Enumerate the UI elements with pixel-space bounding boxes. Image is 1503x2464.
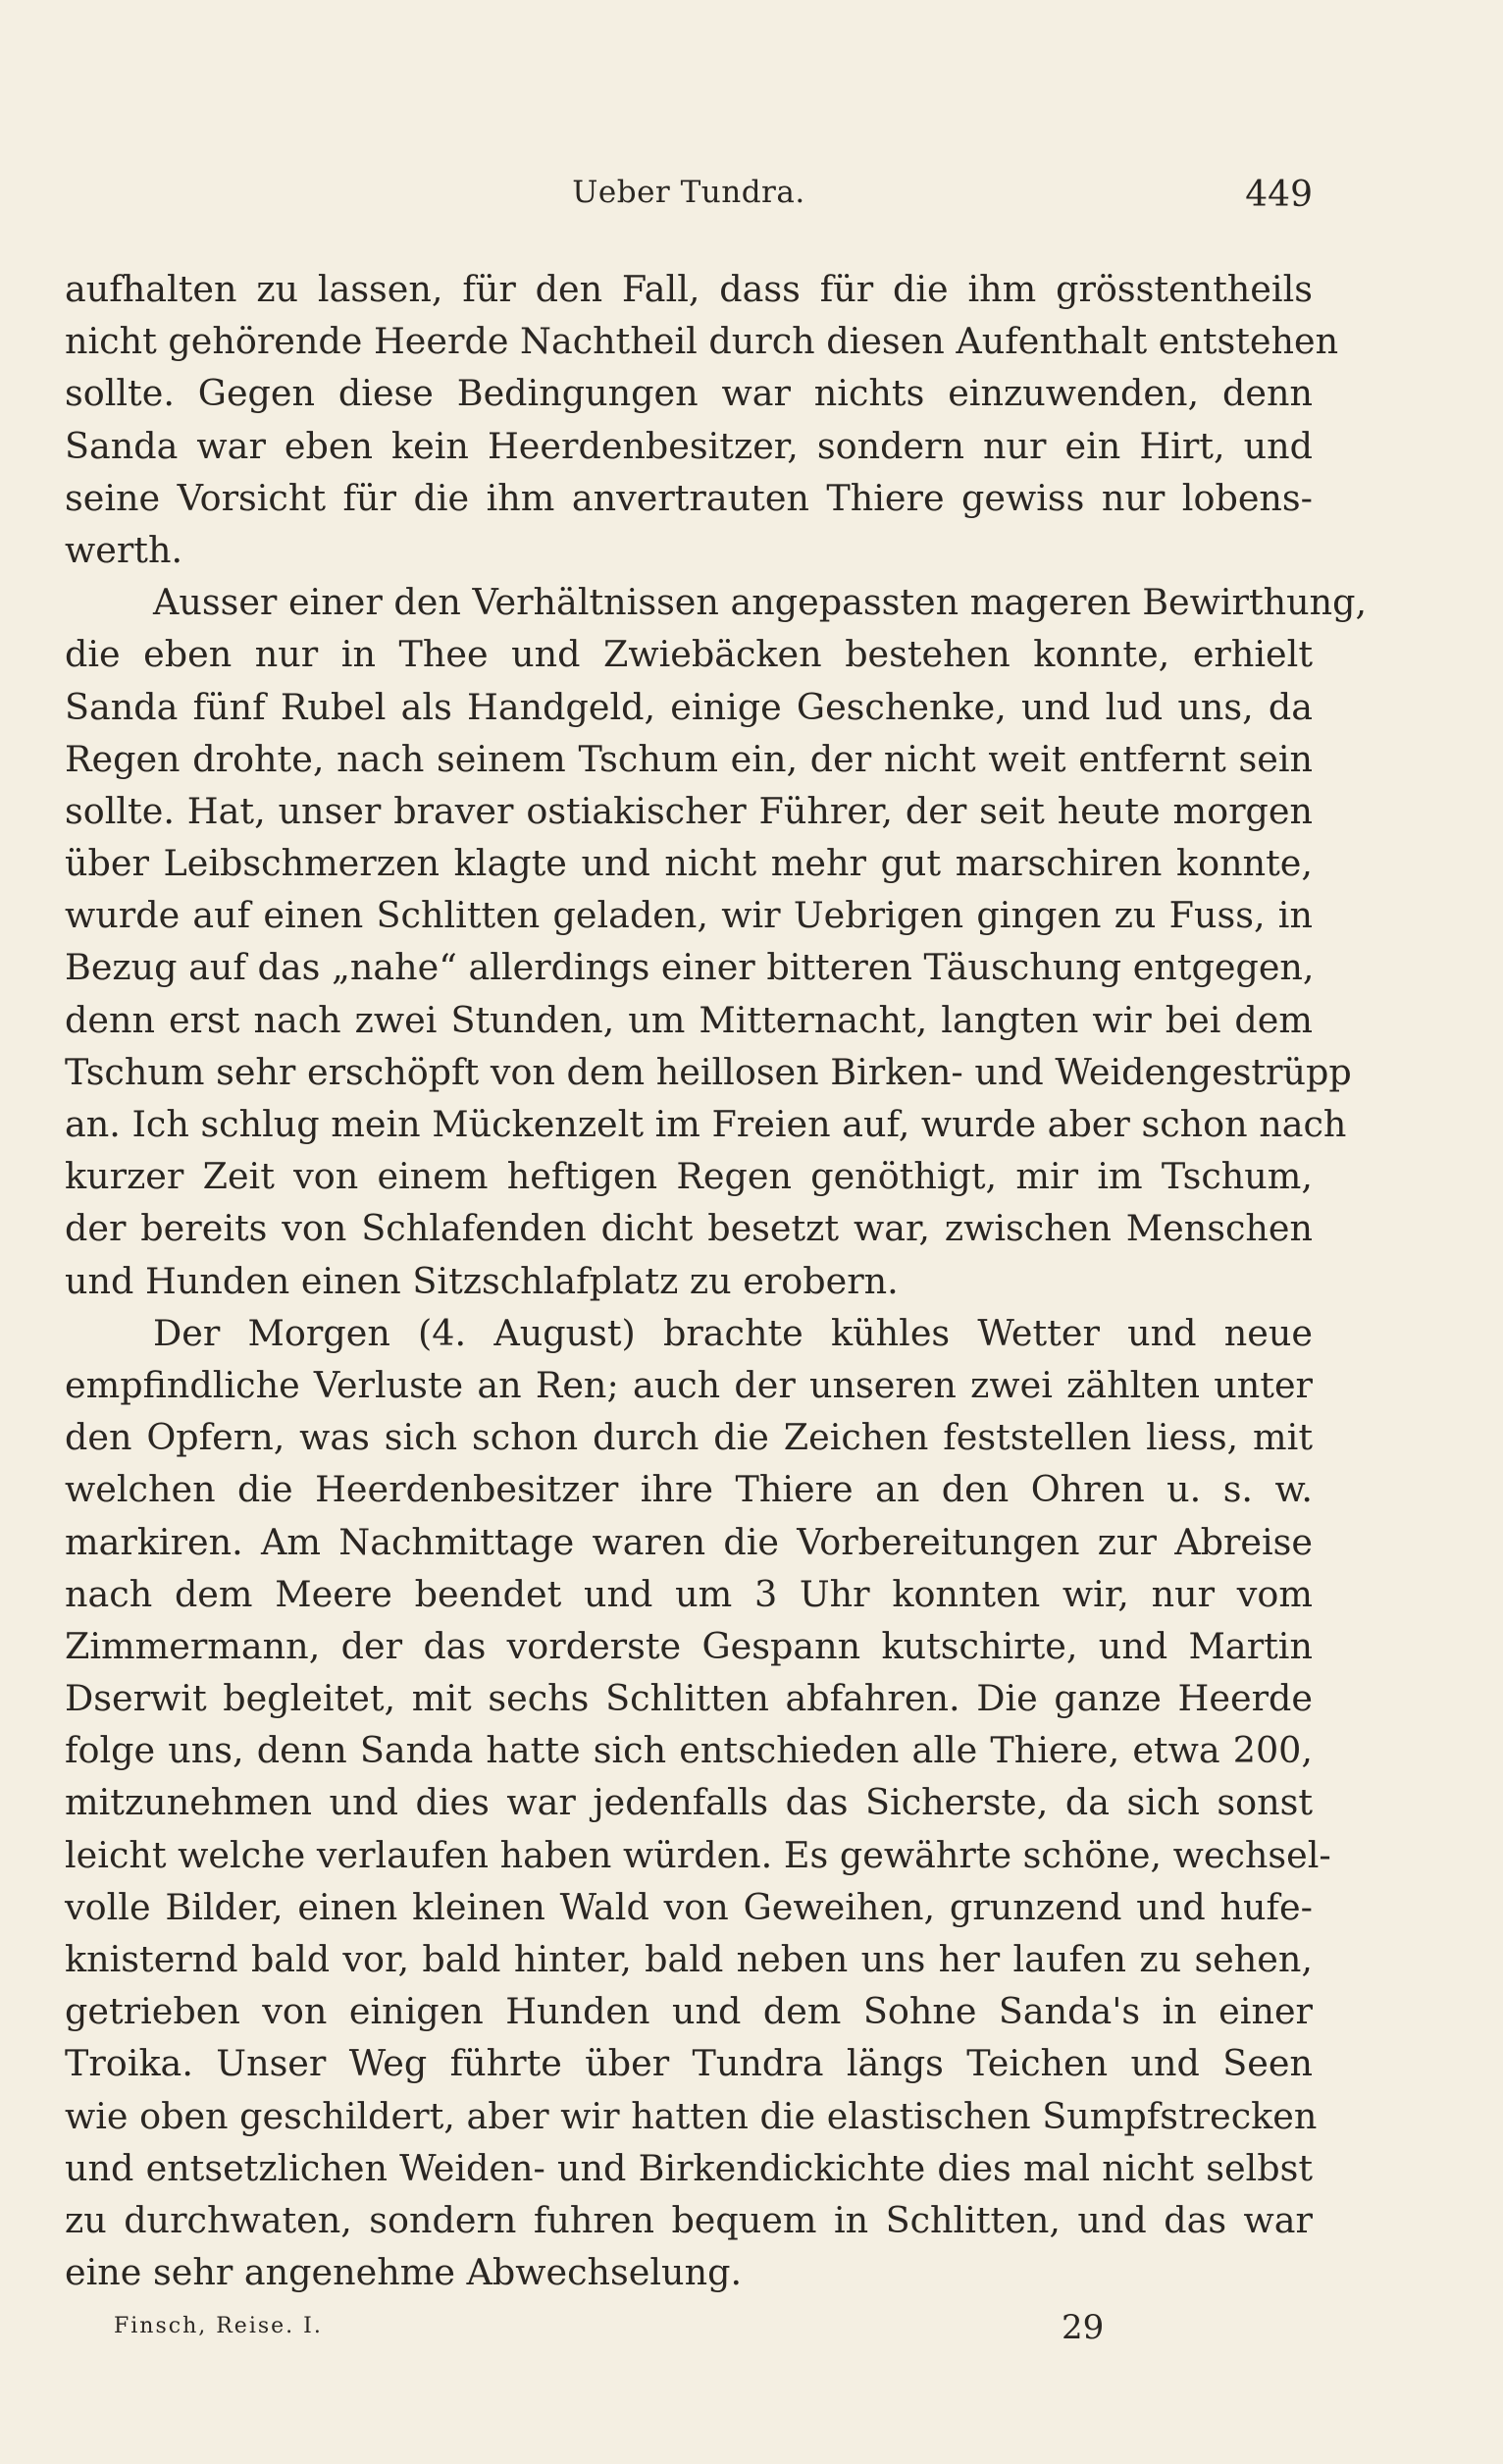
text-line: Zimmermann, der das vorderste Gespann kutschirte, und Martin [65, 1624, 1313, 1667]
text-line: Sanda war eben kein Heerdenbesitzer, sondern nur ein Hirt, und [65, 424, 1313, 467]
text-line: wurde auf einen Schlitten geladen, wir Uebrigen gingen zu Fuss, in [65, 894, 1313, 937]
text-line: der bereits von Schlafenden dicht besetzt war, zwischen Menschen [65, 1207, 1313, 1250]
text-line: markiren. Am Nachmittage waren die Vorbereitungen zur Abreise [65, 1520, 1313, 1563]
running-head [65, 175, 1313, 222]
text-line: nach dem Meere beendet und um 3 Uhr konnten wir, nur vom [65, 1572, 1313, 1615]
text-line: Tschum sehr erschöpft von dem heillosen Birken- und Weidengestrüpp [65, 1050, 1352, 1093]
text-line: empfindliche Verluste an Ren; auch der unseren zwei zählten unter [65, 1363, 1313, 1406]
body-text [65, 263, 1368, 2298]
text-line: folge uns, denn Sanda hatte sich entschieden alle Thiere, etwa 200, [65, 1729, 1313, 1772]
text-line: seine Vorsicht für die ihm anvertrauten Thiere gewiss nur lobens- [65, 476, 1313, 519]
text-line: Ausser einer den Verhältnissen angepassten mageren Bewirthung, [153, 581, 1368, 624]
text-line: Der Morgen (4. August) brachte kühles Wetter und neue [153, 1311, 1313, 1354]
text-line: Regen drohte, nach seinem Tschum ein, der nicht weit entfernt sein [65, 737, 1313, 780]
text-line: wie oben geschildert, aber wir hatten die elastischen Sumpfstrecken [65, 2094, 1318, 2137]
text-line: welchen die Heerdenbesitzer ihre Thiere an den Ohren u. s. w. [65, 1468, 1313, 1511]
text-line: sollte. Hat, unser braver ostiakischer Führer, der seit heute morgen [65, 789, 1313, 832]
text-line: knisternd bald vor, bald hinter, bald neben uns her laufen zu sehen, [65, 1938, 1313, 1980]
text-line: Bezug auf das „nahe“ allerdings einer bitteren Täuschung entgegen, [65, 946, 1315, 989]
text-line: nicht gehörende Heerde Nachtheil durch diesen Aufenthalt entstehen [65, 320, 1339, 363]
text-line: leicht welche verlaufen haben würden. Es gewährte schöne, wechsel- [65, 1833, 1331, 1876]
text-line: und Hunden einen Sitzschlafplatz zu erobern. [65, 1259, 899, 1302]
text-line: denn erst nach zwei Stunden, um Mitternacht, langten wir bei dem [65, 998, 1313, 1041]
text-line: Sanda fünf Rubel als Handgeld, einige Geschenke, und lud uns, da [65, 685, 1313, 728]
text-line: volle Bilder, einen kleinen Wald von Geweihen, grunzend und hufe- [65, 1885, 1313, 1928]
page-footer [114, 2308, 1114, 2347]
footer-imprint: Finsch, Reise. I. [114, 2314, 323, 2338]
text-line: und entsetzlichen Weiden- und Birkendickichte dies mal nicht selbst [65, 2146, 1313, 2189]
text-line: werth. [65, 528, 183, 571]
text-line: über Leibschmerzen klagte und nicht mehr gut marschiren konnte, [65, 842, 1313, 885]
text-line: mitzunehmen und dies war jedenfalls das Sicherste, da sich sonst [65, 1781, 1313, 1824]
text-line: sollte. Gegen diese Bedingungen war nichts einzuwenden, denn [65, 372, 1313, 415]
text-line: den Opfern, was sich schon durch die Zeichen feststellen liess, mit [65, 1416, 1313, 1459]
text-line: getrieben von einigen Hunden und dem Sohne Sanda's in einer [65, 1990, 1313, 2033]
text-line: Dserwit begleitet, mit sechs Schlitten abfahren. Die ganze Heerde [65, 1677, 1313, 1720]
signature-mark: 29 [1062, 2308, 1105, 2347]
text-line: Troika. Unser Weg führte über Tundra längs Teichen und Seen [65, 2042, 1313, 2085]
text-line: die eben nur in Thee und Zwiebäcken bestehen konnte, erhielt [65, 633, 1313, 676]
text-line: an. Ich schlug mein Mückenzelt im Freien auf, wurde aber schon nach [65, 1103, 1347, 1145]
text-line: zu durchwaten, sondern fuhren bequem in Schlitten, und das war [65, 2198, 1313, 2241]
text-line: kurzer Zeit von einem heftigen Regen genöthigt, mir im Tschum, [65, 1155, 1313, 1198]
running-title: Ueber Tundra. [572, 175, 805, 210]
page-number: 449 [1245, 175, 1313, 215]
text-line: aufhalten zu lassen, für den Fall, dass für die ihm grösstentheils [65, 268, 1313, 310]
text-line: eine sehr angenehme Abwechselung. [65, 2251, 743, 2294]
